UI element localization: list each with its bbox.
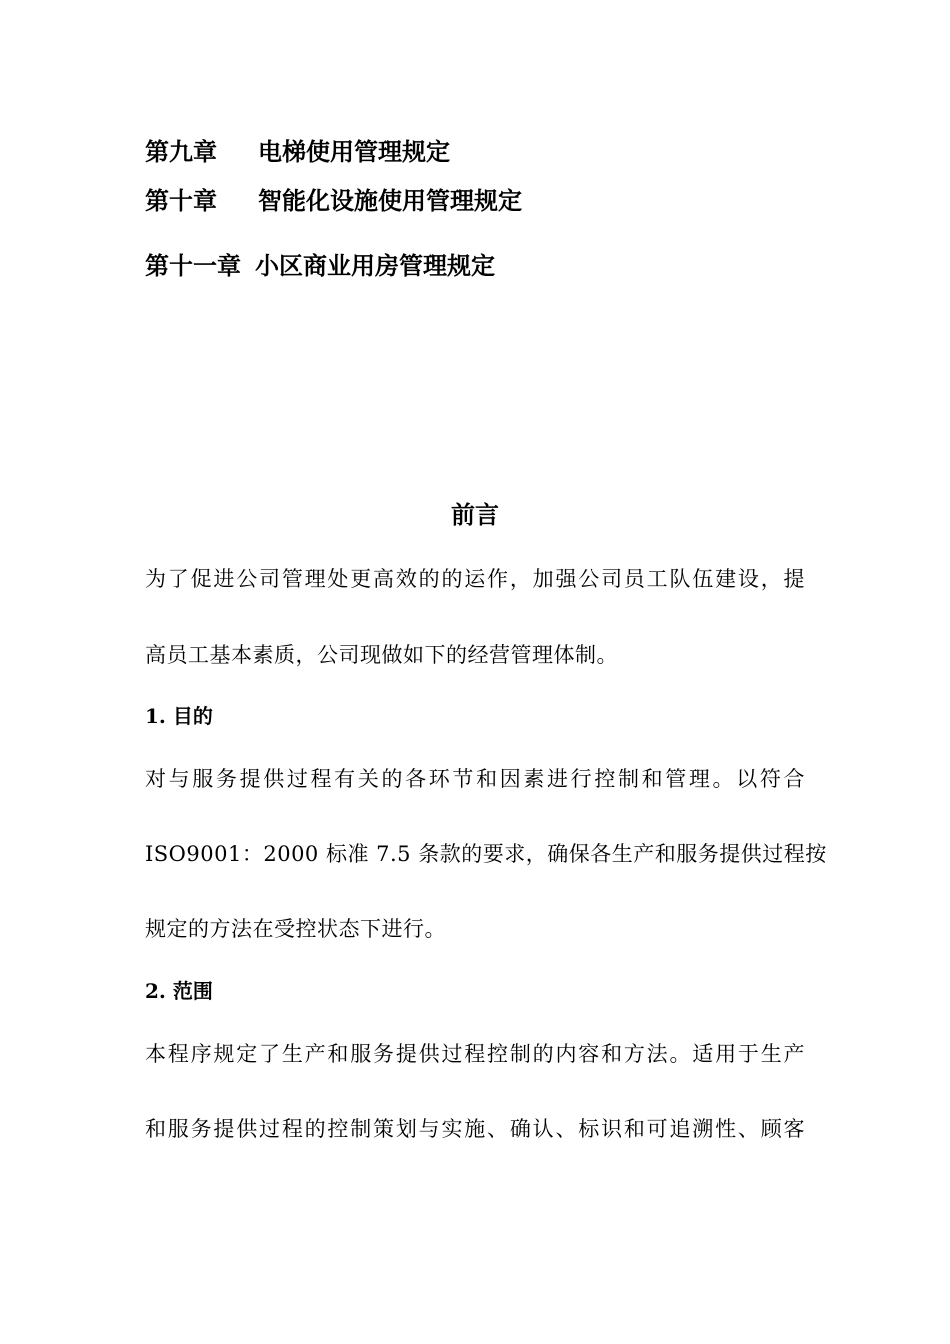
toc-chapter-label: 第十一章: [145, 252, 241, 280]
toc-entry-chapter-10: [145, 186, 522, 216]
section-scope-line: 和服务提供过程的控制策划与实施、确认、标识和可追溯性、顾客: [145, 1117, 805, 1141]
preface-line: 为了促进公司管理处更高效的的运作，加强公司员工队伍建设，提: [145, 567, 805, 591]
section-scope-line: 本程序规定了生产和服务提供过程控制的内容和方法。适用于生产: [145, 1042, 805, 1066]
section-purpose-line: 对与服务提供过程有关的各环节和因素进行控制和管理。以符合: [145, 767, 805, 791]
toc-chapter-title: 智能化设施使用管理规定: [258, 187, 522, 215]
toc-chapter-title: 小区商业用房管理规定: [255, 252, 495, 280]
section-title-scope: 2. 范围: [145, 979, 213, 1003]
toc-chapter-label: 第十章: [145, 187, 217, 215]
preface-line: 高员工基本素质，公司现做如下的经营管理体制。: [145, 643, 618, 667]
section-purpose-line: 规定的方法在受控状态下进行。: [145, 917, 446, 941]
toc-entry-chapter-11: [145, 251, 495, 281]
section-purpose-line: ISO9001：2000 标准 7.5 条款的要求，确保各生产和服务提供过程按: [145, 842, 827, 866]
toc-chapter-label: 第九章: [145, 138, 217, 166]
preface-title: 前言: [451, 501, 499, 529]
toc-chapter-title: 电梯使用管理规定: [258, 138, 450, 166]
toc-entry-chapter-9: [145, 137, 450, 167]
section-title-purpose: 1. 目的: [145, 704, 213, 728]
